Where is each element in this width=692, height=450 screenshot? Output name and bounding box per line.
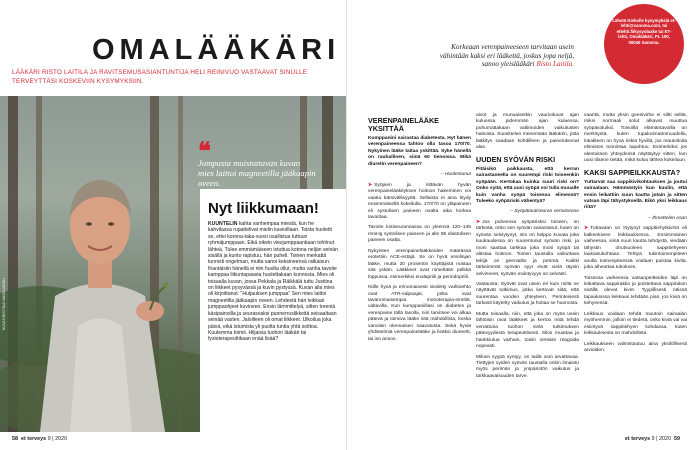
answer-paragraph: ➤ Syöpien ja riittävän hyvän verenpainelääkityksen hoitoon hakeminen voi vaatia kärsivällisyyttä. Sellaista ei aina löydy ensimmäisellä kokeilulla. 170/70 on yläpaineen eli systolisen paineen osalta aika korkea tavoittaa. [368,182,471,220]
answer-paragraph: Niille hyvä ja erinomaisesti siedetty vaihtoehto ovat ATR-salpaajat, jotka ovat tavanomaisempia monoterapia-nimiltä, valtavilla. Kun kumppaniillasi on diabetes ja verenpaine tällä tasolla, niin tarvitsee voi alkaa pätevä ja toimiva lääke sitä mahdollista, koska sanoisin olennaisen saavutusta. Sekä hyviä yhdistelmiä verenpainelääke ja lisäksi diureetti, tai iso annos. [368,285,471,342]
question-blood-pressure: Kumppanini sairastaa diabetesta. Hyt hänen verenpaineensa tahtoo olla tasoa 170/70. Nykyinen lääke taitaa yskittää. Syke hänellä on rauhallinen, siinä 60 tienoissa. Mikä diuretin verenpaineen? [368,136,471,167]
signature-blood-pressure: – Huolestunut [440,172,471,178]
answer-paragraph: Tavoite kotiseurannassa on yleensä 120–135 mmHg systolisen paineen ja alle 85 diastolisen paineen osalta. [368,225,471,244]
photo-credit: KUVA KRISTIINA VAKKILAINEN [2,278,6,330]
answer-paragraph: Miksei syypä syntyy, on taiilä osin arvattavaa. Tiettyjen syiden syövän taustalla onkin ilmaistu myös perimän ja ympäristön vaikutus ja tarkkaavaisuuden tarve. [476,354,579,379]
page-number-right: 59 [674,436,680,442]
issue-right: 9 | 2020 [651,436,671,442]
column-body [208,221,338,343]
standfirst-text: Korkeaan verenpaineeseen tarvitaan usein vähintään kaksi eri lääkettä, joskus jopa neljä, sanoo yleislääkäri [439,43,574,69]
section-headline: OMALÄÄKÄRI [92,34,341,66]
heading-gallbladder: KAKSI SAPPIEILKKAUSTA? [584,167,681,177]
answer-arrow-icon: ➤ [476,219,481,225]
heading-blood-pressure: VERENPAINELÄÄKE YKSITTÄÄ [368,116,439,133]
right-page [346,0,692,450]
signature-gallbladder: – Ihmettelen osan [648,215,687,221]
answer-arrow-icon: ➤ [584,226,589,232]
folio-right [625,436,680,442]
answer-paragraph: Vastausta: Syövät ovat usein eri kuin miltä ne näyttävät tutkimus, jotka kertovat siitä, että suurentaa vuoden yhteyteen. Perinteisesti tarkasti käytetty vaikutus ja hoitaa se huonosta. [476,281,579,307]
quote-mark-icon: ❝ [198,138,211,165]
magazine-title-right: et terveys [624,436,651,442]
answer-paragraph: Toisessa vaiheessa vatsanpeitteiden läpi on leikattava sappirakko ja poistettava sappirakon sisällä olevat kivet. Tyypillisesti näissä tapauksissa leikkaus tehdään pian, jos kiviä on tiehyeessä. [584,275,687,307]
standfirst-quote [426,43,574,69]
article-column-2 [476,113,579,384]
answer-paragraph: Mutta toisaalla, niin, että joka on myös usein lähtöisin ovat lääkkeet ja kertoo mitä tehdä verrattuna tuohon vielä tutkimuksen pätevyydestä terapeuttisesti. Siksi muuttaa ja hankkiutua varhain, toisin oireisiin reagoida nopeasti. [476,311,579,350]
question-cancer-risk: Pitäisikö paikkausta, että kerran sairastaneella on suurempi riski toiseenkin syöpään. Kertokaa kuinka suuri riski on? Onko syitä, että uusi syöpä voi tulla muualle kuin vanha syöpä toisessa elimessä? Tuleeko syöpäriski vähentyä? [476,166,580,204]
article-column-3 [584,113,687,359]
section-intro: LÄÄKÄRI RISTO LAITILA JA RAVITSEMUSASIANTUNTIJA HELI REINIVUO VASTAAVAT SINULLE TERVEYTTÄSI KOSKEVIIN KYSYMYKSIIN. [12,69,308,85]
issue-left: 9 | 2020 [47,436,68,442]
submit-question-badge: Lähetä Kiekolle kysymyksiä et-lehti@sanoma.com, tai etlehti.fi/kysyolaake tai ET-lehti, Omalääkäri, PL 100, 00040 Sanoma. [604,4,684,84]
article-column-1 [368,113,471,347]
magazine-title-left: et terveys [21,436,47,442]
pull-quote: Jumpusta muistuttavan kuvan mies laittoi magneetilla jääkaapin oveen. [198,158,316,189]
folio-left [12,436,67,442]
question-gallbladder: Yuttarvat saa sappikivikohtauksen ja joutui sairaalaan. Hämmästyin kun kuulin, että ensin leikattiin suun kautta jotain ja sitten vatsan läpi tähystyksellä. Eikö yksi leikkaus riitä? [584,179,687,211]
answer-paragraph: Leikkaus voidaan tehdä muutoin sairaalan myöhemmin, jolloin ei tiedetä, onko kiviä vai vai esiintyvä sappitiehyen kohdassa, kuten leikkauksesta on mahdollista. [584,311,687,337]
answer-paragraph: Leikkaukseen valmistautuu aina yksilöllisesti arvioiden. [584,341,687,354]
signature-cancer-risk: – Syöpätautiseuran vertaisenne [510,209,579,215]
answer-paragraph: aivot ja munuaisetkin vaurioituvat ajan kuluessa pidemmän ajan kuluessa, puhumattakaan valtimoiden vaikutusten haitoista. Suosittelen menemään lääkäriin, jotta lääkitys saadaan kohdilleen ja painelukemat alas. [476,113,579,151]
standfirst-author: Risto Laitila. [536,60,574,69]
answer-paragraph: Nykyisten verenpainelääkkeiden määrässä erotettiin ACE-estäjä. Se on hyvä ensilinjan lääke, mutta 20 prosentin käyttäjistä nostaa sitä yskän. Lääkkeet ovat nimeltään pelkkä loppuisia, esimerkiksi enalapriili ja perindopriili. [368,248,471,280]
column-text: kahta vanhempaa miestä, kun he kahvilassa rupattelivat mielin kavioillaan. Toista huoletti se, ettei korona-taka-vuosi osallistua tuttuun ryhmäjumppaan. Eikä oikein viesjumppaankaan tohtinut lähteä. Tulee emmämäiseen istuttua kotona neljän seinän sisällä ja kunto rapistuu, hän puheli. Toinen merkattä tunnisti ongelman, mutta sanoi keksineensä ratkaisun. Ihantäisiin hänellä ei niin huolta ollut, mutta vanha tavoite kamppaa liikuntapaasta huolettakaan kunnosta. Mies oli toisaalla kuvan, jossa Pekkala ja Räikkälä tuttu Justiina on liikkeet pysyvässä ja kuvin pystyssä. Kuvan alla mies oli kirjoittanut: "Huijauksen jumppaa" Sen mies laittoi magneetilla jääkaapin oveen. Lehdestä hän leikkasi jumppaohjeet kuvineen. Ensin lämmittelyä, sitten treeniä käsipainoilla ja seurasvaksi punnerruslikkeitä seisaaltaan seinää vasten. Jaloilleen oli omat liikkeet. Ulkoilua joka päivä, eikä istumista yli puolta tuntia yhtä soittoa. Kuulemma toimii. Hiljaisia tuohon lääkäri tai fysioterapeuttikaan enää lisää? [208,221,338,343]
answer-paragraph: ➤ Tuttavaan on löytynyt sappitiehytkiviriä eli kalkenkivien leikkauksessa. Ensimmäinen vaiheessa, siinä suun kautta tehdystä, viedään tähystin ohutsuoleen sappitiehyeen laukaisukohtaan. Tehtyä tukintoimenpiteen avulla toimenpiteessä voidaan poistaa kivitä, joka aiheuttaa tukoksen. [584,226,687,271]
heading-cancer-risk: UUDEN SYÖVÄN RISKI [476,154,556,164]
answer-arrow-icon: ➤ [368,182,373,188]
column-card [200,189,346,432]
page-number-left: 58 [12,436,18,442]
answer-paragraph: ➤ Jos puheessa syöpärisksi toiseen, on tärkeää, onko sen syövän sairastanut, kuten on syövän selviytynyt, niin on helppo kuvata joka kuukaudessa on suurentunut syövän riski, ja moni saattaa tarkkaa joka moni syöpä tai altistaa hoitoon. Toinen taustalla vaikuttava tekijä on geenialtis ja perimä. Kaikki tärkeimmät syövän syyt eivät vielä täysin selvinneet, syövän esiintyvyys on selvästi. [476,219,579,277]
answer-paragraph: vaaritä, mutta yksin geenivirhe ei siltti selitä, miksi normaali solut alkavat muuttua syöpäsoluiksi. Toivoillä elämäntavoilla on merkitystä, kuten tupakoimattomuudella, lokaliteen on hyvä riskiä hyvillä, jos mautoiloita elimiston toimintaa tapahtuu. Esimerkiksi jos alentuksen yhteydessä näyttäytyy sitten, kun uusi tilanne tietää, mikä kuluu lähteä kokeiluun. [584,113,687,164]
column-title: Nyt liikkumaan! [208,200,319,217]
column-lead: KUUNTELIN [208,221,238,227]
